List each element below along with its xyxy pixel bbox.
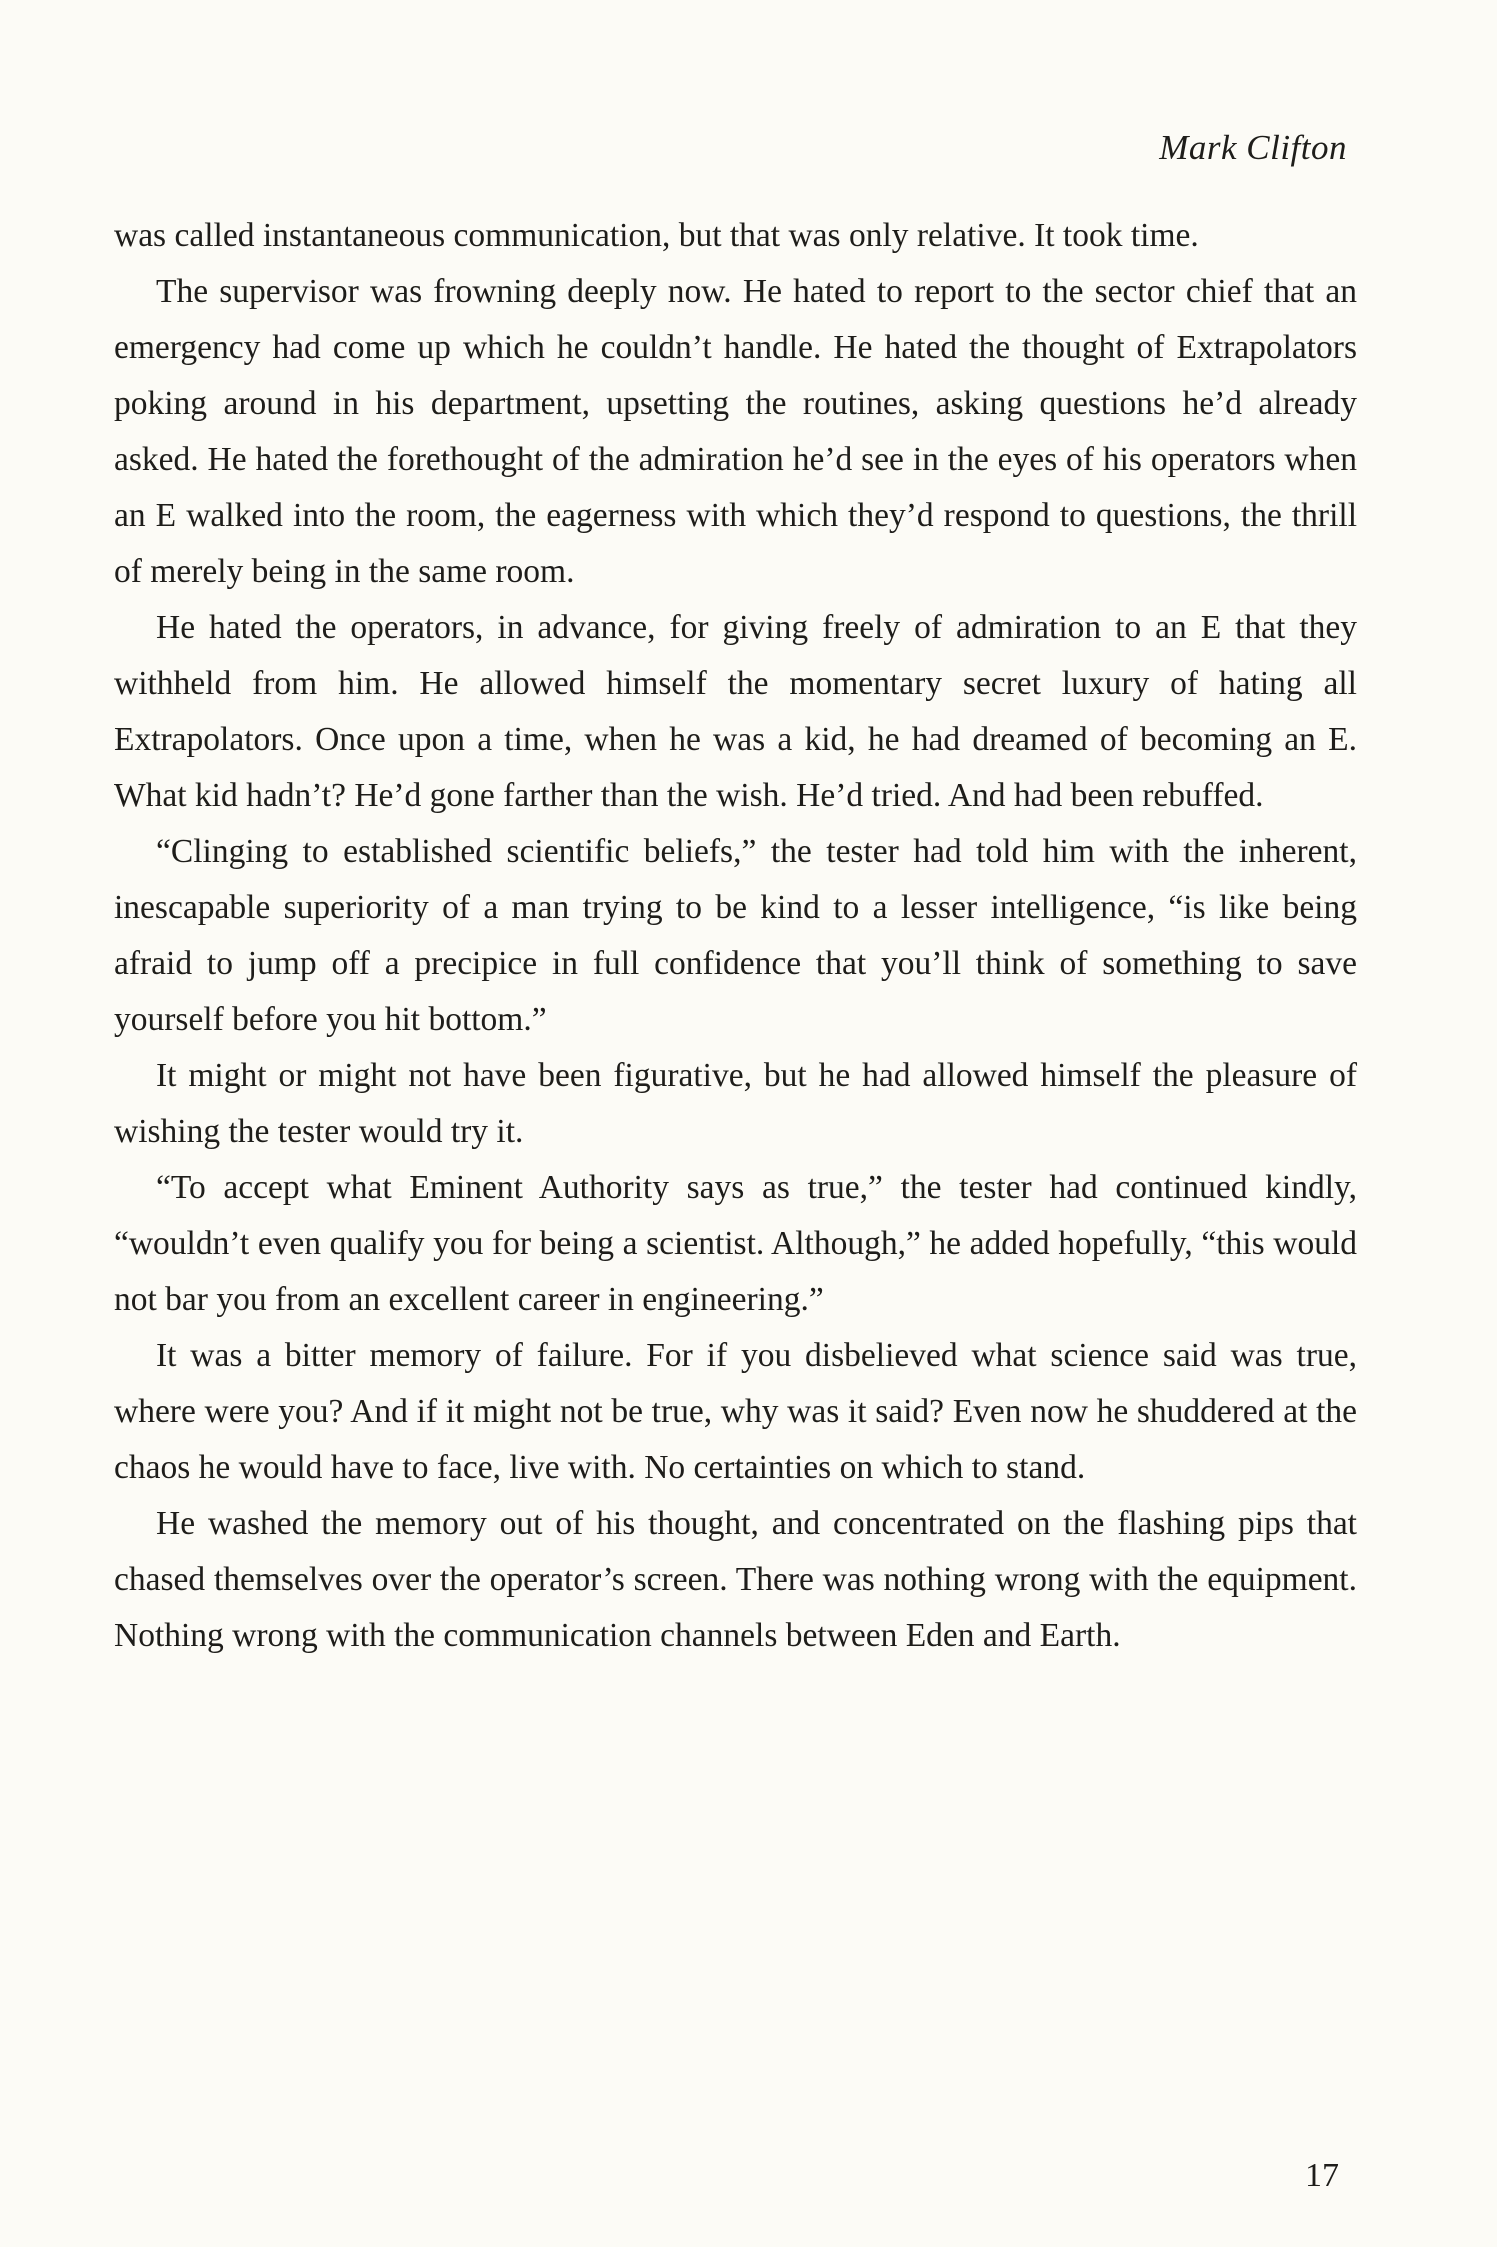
paragraph: “To accept what Eminent Authority says as true,” the tester had continued kindly, “wouldn’t even qualify you for being a scientist. Although,” he added hopefully, “this would not bar you from an excellent career in engineering.” (114, 1169, 1357, 1318)
page-number: 17 (1305, 2157, 1339, 2194)
paragraph: “Clinging to established scientific beliefs,” the tester had told him with the inherent, inescapable superiority of a man trying to be kind to a lesser intelligence, “is like being afraid to jump off a precipice in full confidence that you’ll think of something to save yourself before you hit bottom.” (114, 833, 1357, 1038)
paragraph: He washed the memory out of his thought, and concentrated on the flashing pips that chased themselves over the operator’s screen. There was nothing wrong with the equipment. Nothing wrong with the communication channels between Eden and Earth. (114, 1505, 1357, 1654)
page-body (114, 208, 1357, 1664)
page-footer (114, 2157, 1339, 2195)
paragraph: The supervisor was frowning deeply now. He hated to report to the sector chief that an emergency had come up which he couldn’t handle. He hated the thought of Extrapolators poking around in his department, upsetting the routines, asking questions he’d already asked. He hated the forethought of the admiration he’d see in the eyes of his operators when an E walked into the room, the eagerness with which they’d respond to questions, the thrill of merely being in the same room. (114, 273, 1357, 590)
running-header (116, 128, 1347, 168)
paragraph: It was a bitter memory of failure. For if you disbelieved what science said was true, where were you? And if it might not be true, why was it said? Even now he shuddered at the chaos he would have to face, live with. No certainties on which to stand. (114, 1337, 1357, 1486)
paragraph: He hated the operators, in advance, for giving freely of admiration to an E that they withheld from him. He allowed himself the momentary secret luxury of hating all Extrapolators. Once upon a time, when he was a kid, he had dreamed of becoming an E. What kid hadn’t? He’d gone farther than the wish. He’d tried. And had been rebuffed. (114, 609, 1357, 814)
paragraph: was called instantaneous communication, but that was only relative. It took time. (114, 217, 1199, 254)
running-header-author: Mark Clifton (1159, 128, 1347, 167)
paragraph: It might or might not have been figurative, but he had allowed himself the pleasure of wishing the tester would try it. (114, 1057, 1357, 1150)
